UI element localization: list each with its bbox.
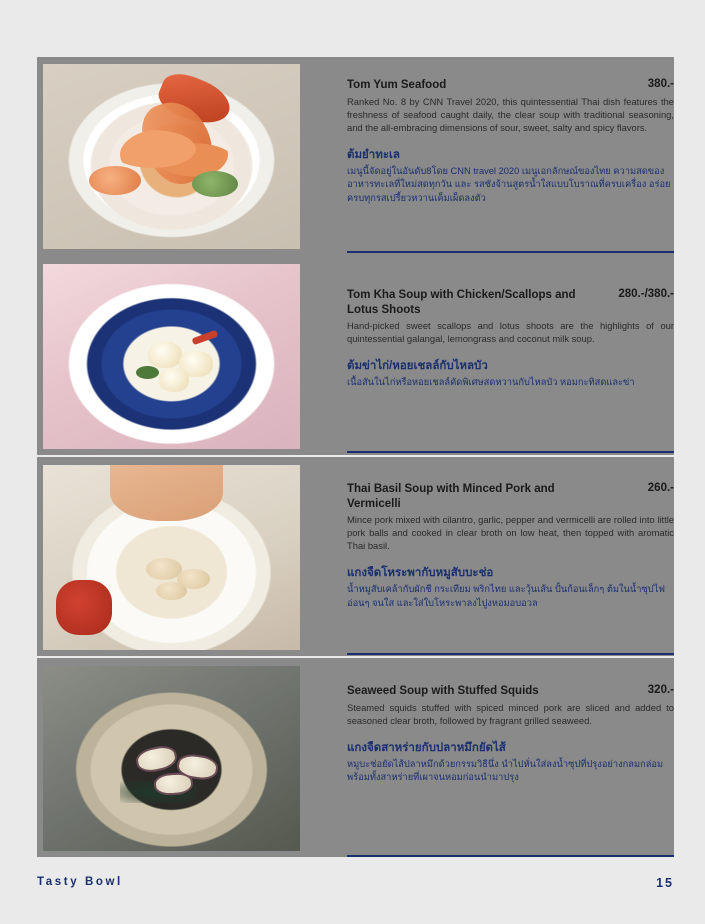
menu-item-2-description-thai: เนื้อสันในไก่หรือหอยเชลล์คัดพิเศษสดหวานกับไหลบัว หอมกะทิสดและข่า <box>347 377 635 388</box>
menu-item-1-description-thai: เมนูนี้จัดอยู่ในอันดับ8โดย CNN travel 2020 เมนูเอกลักษณ์ของไทย ความสดของอาหารทะเลที่ใหม่สดทุกวัน และ รสชังจ้านสูตรน้ำใสแบบโบราณที่ครบเครื่อง อร่อยครบทุกรสเปรี้ยวหวานเค็มเผ็ดลงตัว <box>347 165 671 203</box>
menu-item-3-title-thai: แกงจืดโหระพากับหมูสับบะช่อ <box>347 567 494 580</box>
menu-item-1 <box>347 78 674 205</box>
menu-item-4-price: 320.- <box>647 684 674 696</box>
menu-item-4 <box>347 684 674 785</box>
menu-item-3-title-row <box>347 482 674 511</box>
menu-item-2-title-row <box>347 288 674 317</box>
tom-kha-soup-photo <box>43 264 300 449</box>
menu-item-3-description: Mince pork mixed with cilantro, garlic, pepper and vermicelli are rolled into little pork balls and cooked in clear broth on low heat, then topped with aromatic Thai basil. <box>347 514 674 552</box>
menu-item-3-title: Thai Basil Soup with Minced Pork and Vermicelli <box>347 483 555 510</box>
menu-item-4-description: Steamed squids stuffed with spiced minced pork are sliced and added to seasoned clear broth, followed by fragrant grilled seaweed. <box>347 701 674 726</box>
tom-yum-seafood-photo <box>43 64 300 249</box>
menu-item-4-title: Seaweed Soup with Stuffed Squids <box>347 685 539 697</box>
thai-basil-soup-photo <box>43 465 300 650</box>
menu-item-1-title-row <box>347 78 674 93</box>
menu-item-divider-1 <box>347 251 674 253</box>
menu-item-1-title: Tom Yum Seafood <box>347 79 447 91</box>
menu-item-3-price: 260.- <box>647 482 674 494</box>
menu-item-2-price: 280.-/380.- <box>618 288 674 300</box>
menu-item-divider-2 <box>347 451 674 453</box>
menu-item-4-title-row <box>347 684 674 699</box>
menu-item-1-description: Ranked No. 8 by CNN Travel 2020, this quintessential Thai dish features the freshness of seafood caught daily, the clear soup with traditional seasoning, and the all-embracing dimensions of sour, sweet, salty and spicy flavors. <box>347 95 674 133</box>
seaweed-soup-stuffed-squids-photo <box>43 666 300 851</box>
menu-item-1-title-thai: ต้มยำทะเล <box>347 148 400 161</box>
footer-brand: Tasty Bowl <box>37 876 123 888</box>
menu-item-2-title-thai: ต้มข่าไก่/หอยเชลล์กับไหลบัว <box>347 360 488 373</box>
menu-item-divider-3 <box>347 653 674 655</box>
menu-item-1-price: 380.- <box>647 78 674 90</box>
menu-item-2-description: Hand-picked sweet scallops and lotus shoots are the highlights of our quintessential galangal, lemongrass and coconut milk soup. <box>347 320 674 345</box>
menu-item-2 <box>347 288 674 390</box>
menu-item-3-description-thai: น้ำหมูสับเคล้ากับผักชี กระเทียม พริกไทย และวุ้นเส้น ปั้นก้อนเล็กๆ ต้มในน้ำซุปไฟอ่อนๆ จนใส และใส่ใบโหระพาลงไปูงหอมอบอวล <box>347 584 665 608</box>
footer-page-number: 15 <box>656 876 674 890</box>
menu-item-divider-4 <box>347 855 674 857</box>
menu-item-2-title: Tom Kha Soup with Chicken/Scallops and Lotus Shoots <box>347 289 576 316</box>
menu-item-4-description-thai: หมูบะช่อยัดไส้ปลาหมึกด้วยกรรมวิธีนึ่ง นำไปหั่นใส่ลงน้ำซุปที่ปรุงอย่างกลมกล่อม พร้อมทั้งสาหร่ายที่เผาจนหอมก่อนนำมาปรุง <box>347 758 664 783</box>
menu-item-4-title-thai: แกงจืดสาหร่ายกับปลาหมึกยัดไส้ <box>347 741 506 754</box>
menu-item-3 <box>347 482 674 610</box>
